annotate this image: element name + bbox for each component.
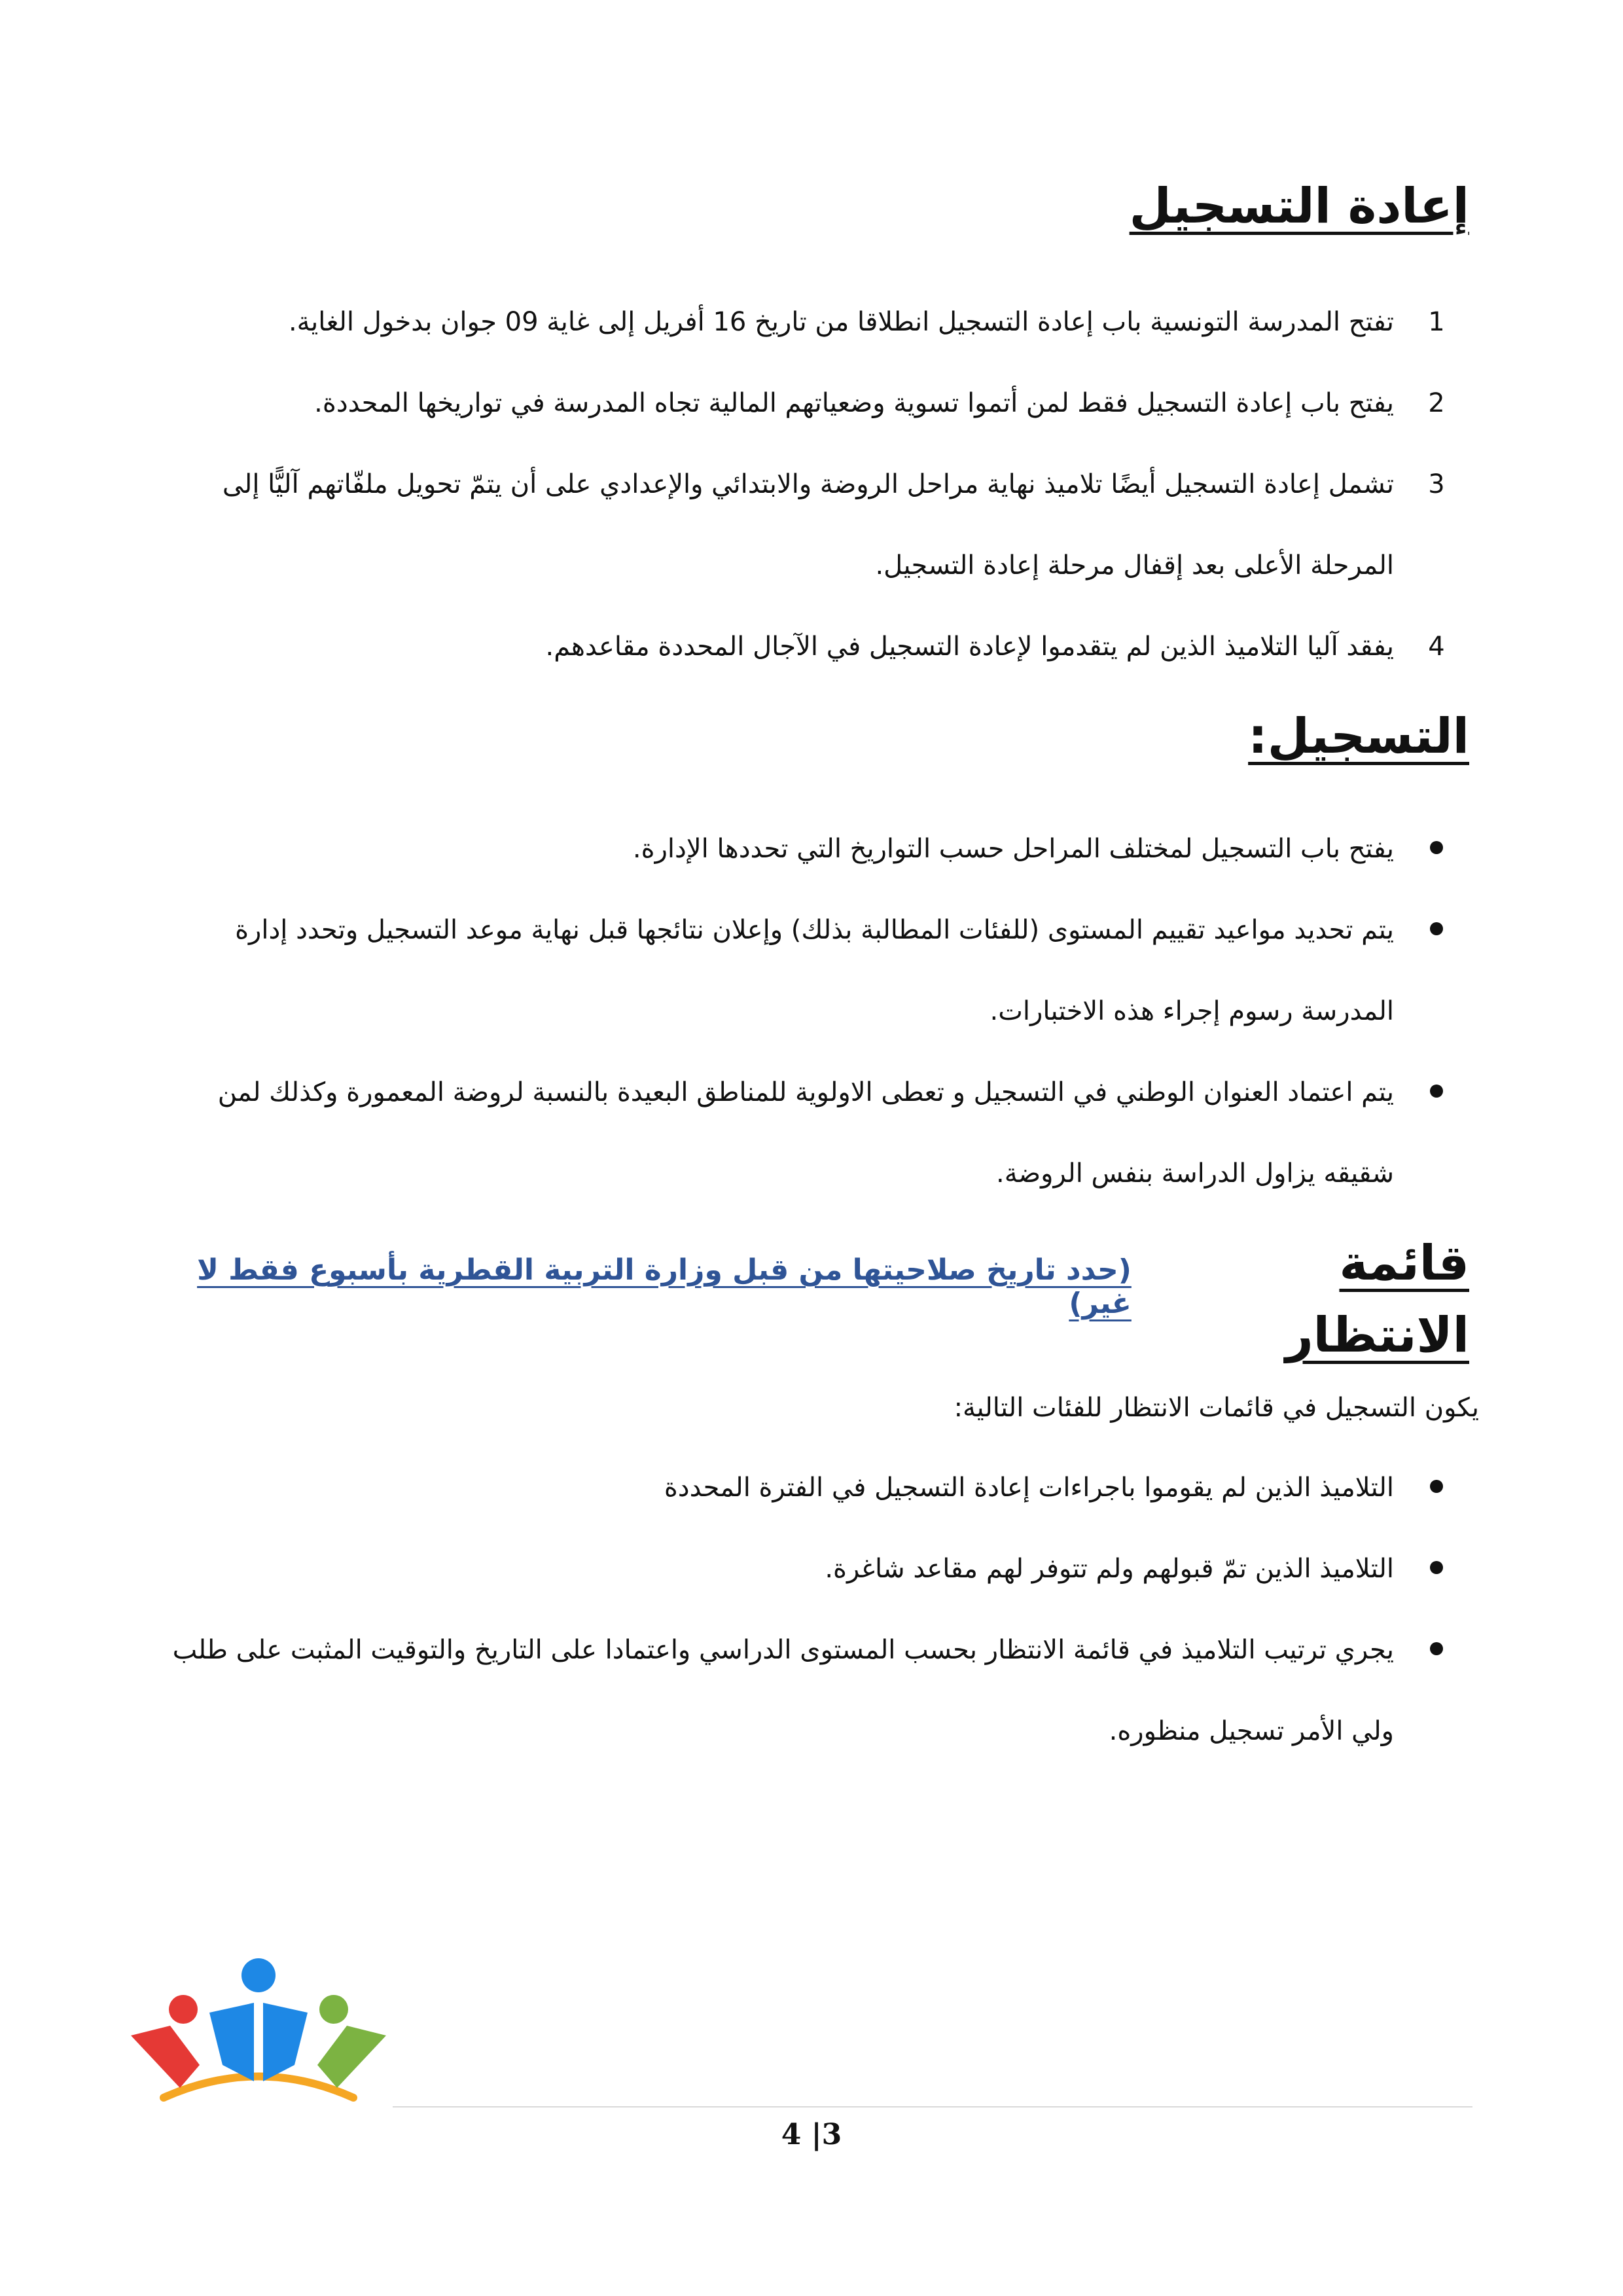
list-item-text: التلاميذ الذين تمّ قبولهم ولم تتوفر لهم مقاعد شاغرة. — [825, 1554, 1394, 1584]
list-item — [151, 1447, 1479, 1528]
list-item — [151, 606, 1479, 687]
list-number: 3 — [1428, 469, 1445, 499]
bullet-icon — [1394, 1528, 1479, 1574]
section-title-registration: التسجيل: — [1248, 708, 1469, 764]
list-item-text: يتم تحديد مواعيد تقييم المستوى (للفئات المطالبة بذلك) وإعلان نتائجها قبل نهاية موعد التسجيل وتحدد إدارة المدرسة رسوم إجراء هذه الاختبارات. — [235, 915, 1394, 1026]
list-item-text: يجري ترتيب التلاميذ في قائمة الانتظار بحسب المستوى الدراسي واعتمادا على التاريخ والتوقيت المثبت على طلب ولي الأمر تسجيل منظوره. — [172, 1635, 1394, 1746]
list-item-text: يتم اعتماد العنوان الوطني في التسجيل و تعطى الاولوية للمناطق البعيدة بالنسبة لروضة المعمورة وكذلك لمن شقيقه يزاول الدراسة بنفس الروضة. — [217, 1077, 1394, 1189]
list-item — [151, 808, 1479, 889]
list-number: 2 — [1428, 388, 1445, 418]
bullet-icon — [1394, 1609, 1479, 1655]
section-title-waitlist: قائمة الانتظار — [1285, 1235, 1469, 1363]
waitlist-heading-row — [151, 1227, 1479, 1371]
spacer — [151, 1214, 1479, 1227]
list-item — [151, 444, 1479, 606]
list-item — [151, 1528, 1479, 1609]
list-item-text: يفتح باب التسجيل لمختلف المراحل حسب التواريخ التي تحددها الإدارة. — [632, 834, 1394, 864]
bullet-icon — [1394, 889, 1479, 935]
spacer — [151, 687, 1479, 700]
page-content — [151, 170, 1479, 1772]
waitlist-validity-note: (حدد تاريخ صلاحيتها من قبل وزارة التربية القطرية بأسبوع فقط لا غير) — [197, 1253, 1132, 1320]
list-number: 1 — [1428, 307, 1445, 337]
list-item — [151, 281, 1479, 363]
list-item — [151, 1052, 1479, 1214]
list-item — [151, 363, 1479, 444]
waitlist-intro: يكون التسجيل في قائمات الانتظار للفئات التالية: — [954, 1393, 1479, 1423]
section-title-reregistration: إعادة التسجيل — [1129, 178, 1469, 234]
list-number: 4 — [1428, 632, 1445, 662]
bullet-icon — [1394, 1052, 1479, 1098]
list-item-text: التلاميذ الذين لم يقوموا باجراءات إعادة التسجيل في الفترة المحددة — [664, 1473, 1394, 1503]
waitlist-list — [151, 1447, 1479, 1772]
school-logo-icon — [124, 1957, 393, 2108]
page-number: 4 |3 — [781, 2118, 842, 2151]
list-item-text: تشمل إعادة التسجيل أيضًا تلاميذ نهاية مراحل الروضة والابتدائي والإعدادي على أن يتمّ تحويل ملفّاتهم آليًّا إلى المرحلة الأعلى بعد إقفال مرحلة إعادة التسجيل. — [222, 469, 1394, 581]
list-item-text: يفقد آليا التلاميذ الذين لم يتقدموا لإعادة التسجيل في الآجال المحددة مقاعدهم. — [545, 632, 1394, 662]
registration-list — [151, 808, 1479, 1214]
list-item — [151, 1609, 1479, 1772]
bullet-icon — [1394, 1447, 1479, 1493]
footer-divider — [393, 2106, 1472, 2108]
bullet-icon — [1394, 808, 1479, 854]
list-item — [151, 889, 1479, 1052]
list-item-text: تفتح المدرسة التونسية باب إعادة التسجيل انطلاقا من تاريخ 16 أفريل إلى غاية 09 جوان بدخول الغاية. — [288, 307, 1394, 337]
list-item-text: يفتح باب إعادة التسجيل فقط لمن أتموا تسوية وضعياتهم المالية تجاه المدرسة في تواريخها المحددة. — [314, 388, 1394, 418]
reregistration-list — [151, 281, 1479, 687]
